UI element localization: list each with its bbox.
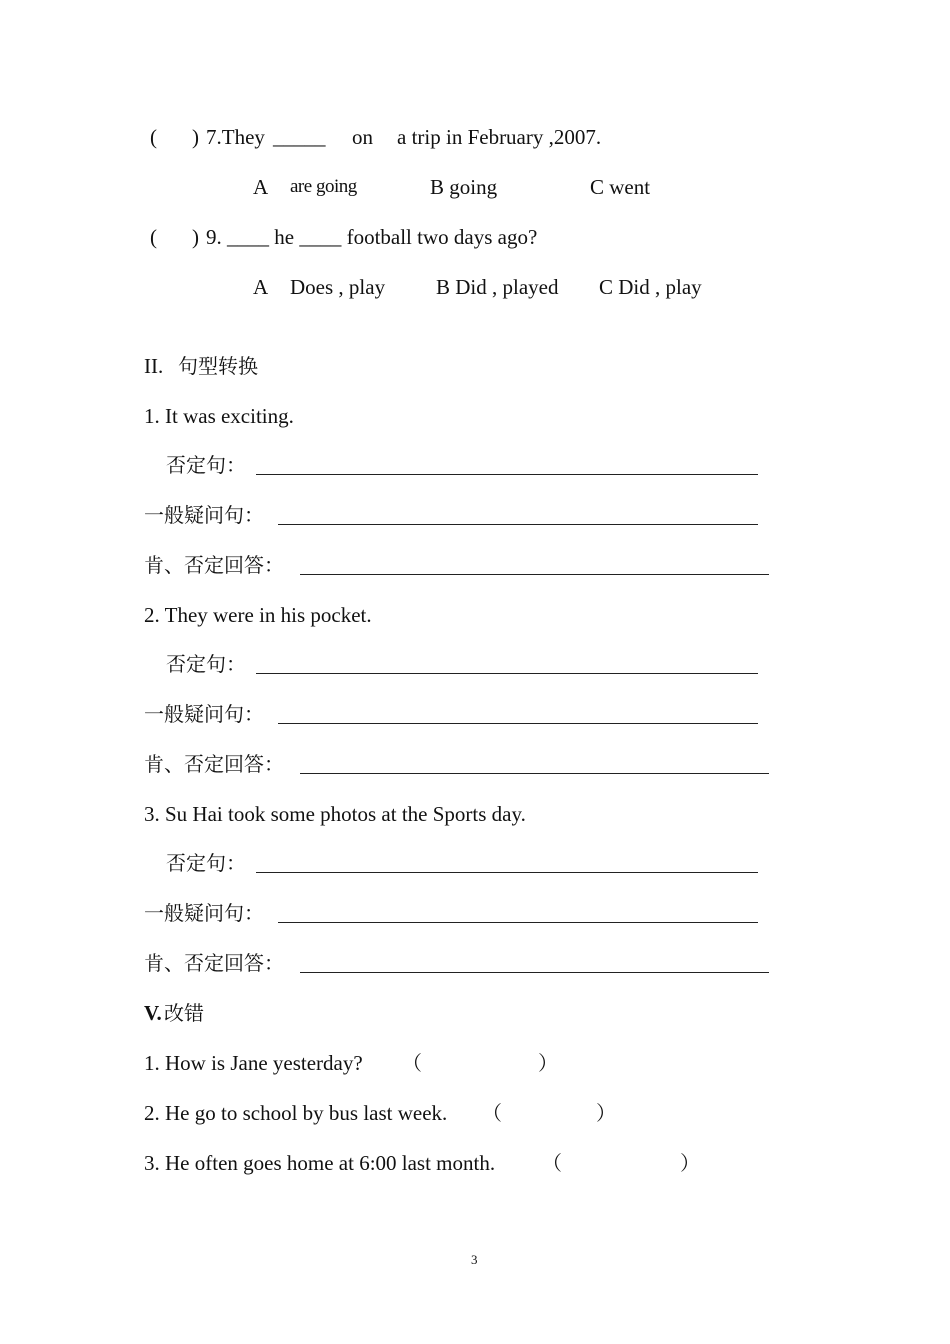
q7-option-a: are going [290, 176, 357, 197]
s2-item2-answer-label: 肯、否定回答： [144, 752, 284, 776]
q7-blank: _____ [273, 125, 326, 149]
s2-item1-question-blank [278, 524, 758, 525]
section5-heading: 改错 [164, 1001, 204, 1025]
s2-item1-negative-blank [256, 474, 758, 475]
s2-item2-negative-label: 否定句： [166, 652, 246, 676]
q7-option-c: C went [590, 175, 651, 199]
q9-option-a: Does , play [290, 275, 386, 299]
page-number: 3 [471, 1252, 478, 1267]
s2-item2-question-blank [278, 723, 758, 724]
q7-option-b: B going [430, 175, 498, 199]
s2-item3-negative-label: 否定句： [166, 851, 246, 875]
q9-option-b: B Did , played [436, 275, 559, 299]
s2-item1-negative-label: 否定句： [166, 453, 246, 477]
s5-item2-paren-open: （ [482, 1101, 502, 1125]
s5-item1-paren-open: （ [402, 1051, 422, 1075]
q9-option-c: C Did , play [599, 275, 702, 299]
q7-rest: a trip in February ,2007. [397, 125, 602, 149]
s5-item1-paren-close: ） [538, 1051, 558, 1075]
s5-item3-paren-close: ） [680, 1151, 700, 1175]
s2-item3-question-label: 一般疑问句： [144, 901, 264, 925]
q7-paren-close: ) [192, 125, 199, 149]
q9-paren-close: ) [192, 225, 199, 249]
s2-item1-question-label: 一般疑问句： [144, 503, 264, 527]
s2-item3-answer-blank [300, 972, 769, 973]
s2-item2-negative-blank [256, 673, 758, 674]
s5-item3-paren-open: （ [542, 1151, 562, 1175]
s2-item1-answer-label: 肯、否定回答： [144, 553, 284, 577]
q9-paren-open: ( [150, 225, 157, 249]
q7-word-on: on [352, 125, 373, 149]
q7-paren-open: ( [150, 125, 157, 149]
s2-item3-answer-label: 肯、否定回答： [144, 951, 284, 975]
q7-number: 7.They [206, 125, 265, 149]
s2-item3-sentence: 3. Su Hai took some photos at the Sports day. [144, 802, 526, 826]
s2-item3-negative-blank [256, 872, 758, 873]
s2-item1-sentence: 1. It was exciting. [144, 404, 294, 428]
s2-item2-sentence: 2. They were in his pocket. [144, 603, 372, 627]
s2-item2-answer-blank [300, 773, 769, 774]
s5-item2-paren-close: ） [596, 1101, 616, 1125]
section5-number: V. [144, 1001, 162, 1025]
q9-option-a-letter: A [253, 275, 269, 299]
q7-option-a-letter: A [253, 175, 269, 199]
s2-item2-question-label: 一般疑问句： [144, 702, 264, 726]
s5-item2-text: 2. He go to school by bus last week. [144, 1101, 448, 1125]
q9-stem: 9. ____ he ____ football two days ago? [206, 225, 538, 249]
s2-item1-answer-blank [300, 574, 769, 575]
s2-item3-question-blank [278, 922, 758, 923]
section2-number: II. [144, 354, 164, 378]
s5-item1-text: 1. How is Jane yesterday? [144, 1051, 363, 1075]
s5-item3-text: 3. He often goes home at 6:00 last month. [144, 1151, 496, 1175]
section2-heading: 句型转换 [178, 354, 258, 378]
